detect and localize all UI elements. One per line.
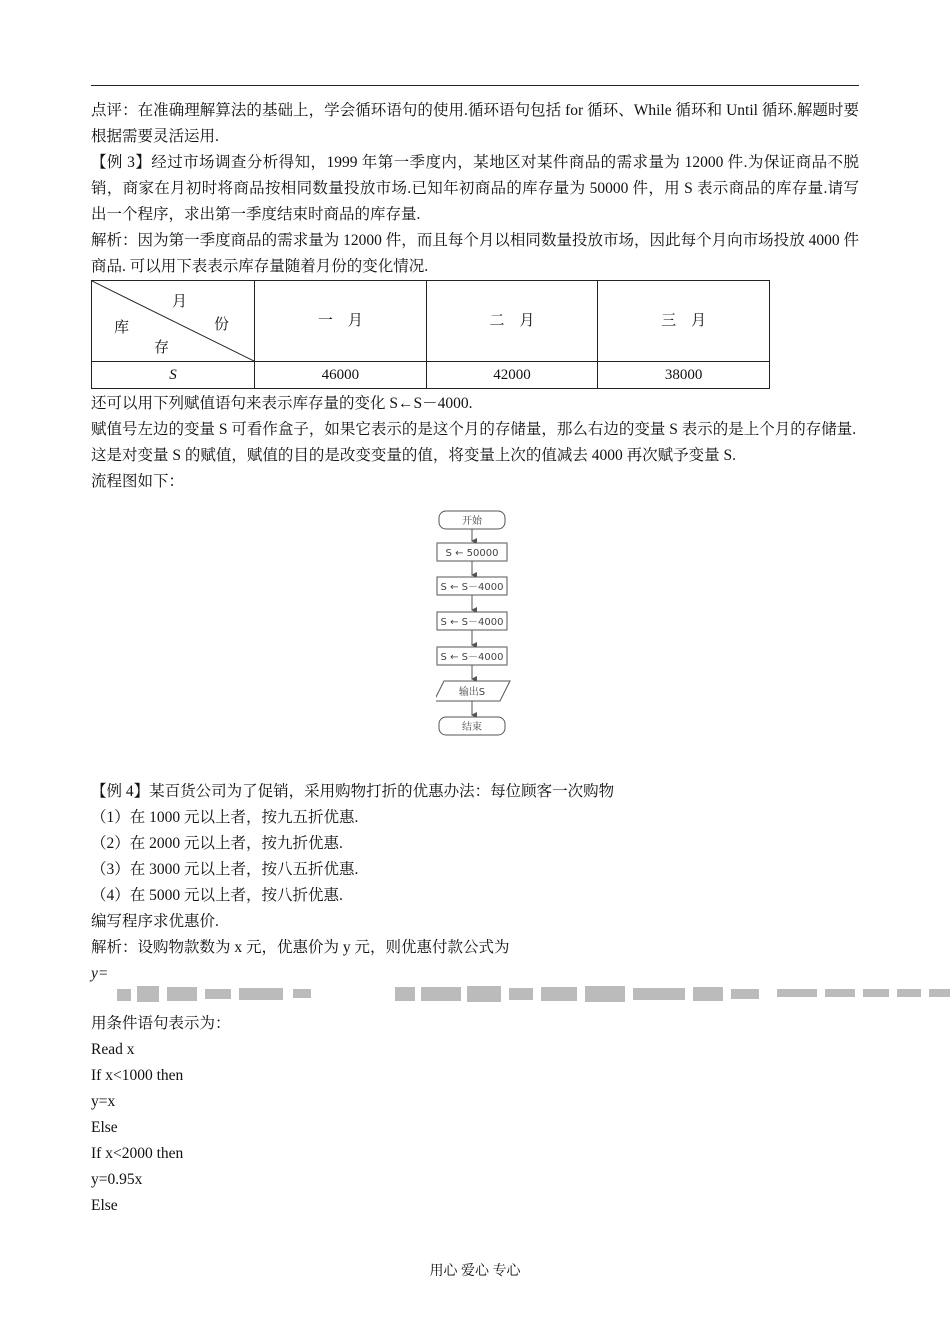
comment-paragraph: 点评：在准确理解算法的基础上，学会循环语句的使用.循环语句包括 for 循环、While 循环和 Until 循环.解题时要根据需要灵活运用. (91, 102, 859, 145)
flowchart-intro: 流程图如下： (91, 473, 185, 490)
flow-step-2-label: S ← S－4000 (440, 582, 504, 593)
code-line-5: If x<2000 then (91, 1145, 184, 1162)
flow-output-label: 输出S (458, 687, 486, 698)
table-header-month2: 二 月 (426, 281, 598, 362)
table-value-month2: 42000 (426, 362, 598, 389)
flowchart-svg (436, 509, 536, 771)
garbled-formula-image (117, 983, 950, 1005)
example3-tag: 【例 3】 (91, 154, 152, 171)
example4-item-2: （2）在 2000 元以上者，按九折优惠. (91, 835, 343, 852)
table-corner-cell (92, 281, 255, 362)
table-row-label: S (92, 362, 255, 389)
example4-item-3: （3）在 3000 元以上者，按八五折优惠. (91, 861, 359, 878)
assignment-explain: 赋值号左边的变量 S 可看作盒子，如果它表示的是这个月的存储量，那么右边的变量 S 表示的是上个月的存储量. (91, 421, 857, 438)
inventory-table (91, 280, 770, 389)
flow-step-4-label: S ← S－4000 (440, 652, 504, 663)
code-line-7: Else (91, 1197, 118, 1214)
corner-label-stock-2: 存 (154, 340, 170, 356)
page-footer: 用心 爱心 专心 (429, 1264, 521, 1279)
flow-step-1-label: S ← 50000 (445, 548, 499, 559)
example4-item-1: （1）在 1000 元以上者，按九五折优惠. (91, 809, 359, 826)
corner-label-stock-1: 库 (114, 320, 130, 336)
code-line-3: y=x (91, 1093, 116, 1110)
code-line-2: If x<1000 then (91, 1067, 184, 1084)
flow-end-label: 结束 (462, 722, 482, 733)
document-body (91, 98, 859, 1219)
corner-label-month-2: 份 (214, 317, 230, 333)
example4-analysis: 解析：设购物款数为 x 元，优惠价为 y 元，则优惠付款公式为 (91, 939, 510, 956)
example4-paragraph (91, 779, 859, 805)
assignment-purpose: 这是对变量 S 的赋值，赋值的目的是改变变量的值，将变量上次的值减去 4000 再次赋予变量 S. (91, 447, 736, 464)
formula-region (91, 987, 859, 1011)
table-value-month3: 38000 (598, 362, 770, 389)
formula-lead: y= (91, 965, 109, 982)
code-line-1: Read x (91, 1041, 135, 1058)
example4-item-4: （4）在 5000 元以上者，按八折优惠. (91, 887, 343, 904)
code-line-6: y=0.95x (91, 1171, 143, 1188)
table-header-month3: 三 月 (598, 281, 770, 362)
conditional-intro: 用条件语句表示为： (91, 1015, 231, 1032)
example4-text: 某百货公司为了促销，采用购物打折的优惠办法：每位顾客一次购物 (149, 783, 615, 800)
corner-label-month-1: 月 (172, 294, 188, 310)
assignment-line: 还可以用下列赋值语句来表示库存量的变化 S←S－4000. (91, 395, 473, 412)
flow-start-label: 开始 (462, 516, 482, 527)
flowchart (91, 509, 859, 773)
table-header-month1: 一 月 (255, 281, 427, 362)
flow-step-3-label: S ← S－4000 (440, 617, 504, 628)
code-line-4: Else (91, 1119, 118, 1136)
example3-analysis: 解析：因为第一季度商品的需求量为 12000 件，而且每个月以相同数量投放市场，因此每个月向市场投放 4000 件商品. 可以用下表表示库存量随着月份的变化情况. (91, 232, 859, 275)
example3-text: 经过市场调查分析得知，1999 年第一季度内，某地区对某件商品的需求量为 12000 件.为保证商品不脱销，商家在月初时将商品按相同数量投放市场.已知年初商品的库存量为 50000 件，用 S 表示商品的库存量.请写出一个程序，求出第一季度结束时商品的库存量. (91, 154, 859, 223)
example4-task: 编写程序求优惠价. (91, 913, 219, 930)
example3-paragraph (91, 150, 859, 228)
table-value-month1: 46000 (255, 362, 427, 389)
example4-tag: 【例 4】 (91, 783, 150, 800)
header-rule (91, 85, 859, 86)
